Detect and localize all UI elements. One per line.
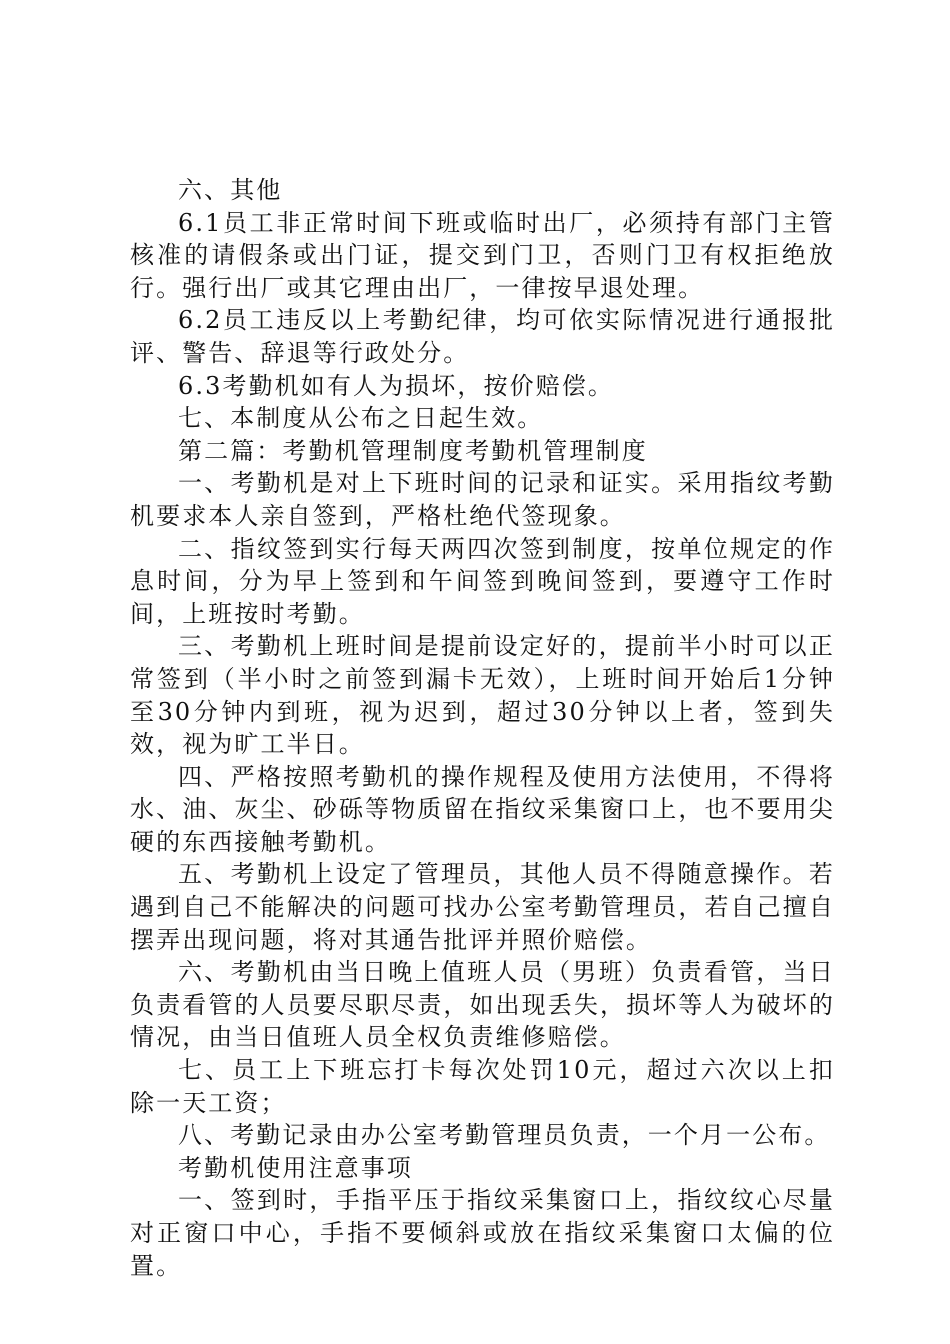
section-heading-usage-notes: 考勤机使用注意事项	[178, 1153, 413, 1182]
paragraph-rule-4: 四、严格按照考勤机的操作规程及使用方法使用，不得将水、油、灰尘、砂砾等物质留在指纹采集窗口上，也不要用尖硬的东西接触考勤机。	[130, 762, 835, 856]
paragraph-effective-date: 七、本制度从公布之日起生效。	[178, 404, 544, 433]
paragraph-6-1: 6.1员工非正常时间下班或临时出厂，必须持有部门主管核准的请假条或出门证，提交到门卫，否则门卫有权拒绝放行。强行出厂或其它理由出厂，一律按早退处理。	[130, 208, 835, 302]
paragraph-6-3: 6.3考勤机如有人为损坏，按价赔偿。	[178, 371, 614, 400]
paragraph-rule-5: 五、考勤机上设定了管理员，其他人员不得随意操作。若遇到自己不能解决的问题可找办公室考勤管理员，若自己擅自摆弄出现问题，将对其通告批评并照价赔偿。	[130, 860, 835, 954]
paragraph-rule-7: 七、员工上下班忘打卡每次处罚10元，超过六次以上扣除一天工资；	[130, 1056, 835, 1117]
paragraph-rule-1: 一、考勤机是对上下班时间的记录和证实。采用指纹考勤机要求本人亲自签到，严格杜绝代签现象。	[130, 469, 835, 530]
paragraph-6-2: 6.2员工违反以上考勤纪律，均可依实际情况进行通报批评、警告、辞退等行政处分。	[130, 306, 835, 367]
document-body	[130, 174, 835, 1282]
paragraph-rule-2: 二、指纹签到实行每天两四次签到制度，按单位规定的作息时间，分为早上签到和午间签到晚间签到，要遵守工作时间，上班按时考勤。	[130, 534, 835, 628]
paragraph-rule-3: 三、考勤机上班时间是提前设定好的，提前半小时可以正常签到（半小时之前签到漏卡无效），上班时间开始后1分钟至30分钟内到班，视为迟到，超过30分钟以上者，签到失效，视为旷工半日。	[130, 632, 835, 759]
chapter-heading: 第二篇：考勤机管理制度考勤机管理制度	[178, 436, 648, 465]
section-heading-other: 六、其他	[178, 176, 283, 204]
paragraph-usage-1: 一、签到时，手指平压于指纹采集窗口上，指纹纹心尽量对正窗口中心，手指不要倾斜或放在指纹采集窗口太偏的位置。	[130, 1186, 835, 1280]
paragraph-rule-8: 八、考勤记录由办公室考勤管理员负责，一个月一公布。	[178, 1121, 831, 1150]
paragraph-rule-6: 六、考勤机由当日晚上值班人员（男班）负责看管，当日负责看管的人员要尽职尽责，如出现丢失，损坏等人为破坏的情况，由当日值班人员全权负责维修赔偿。	[130, 958, 835, 1052]
